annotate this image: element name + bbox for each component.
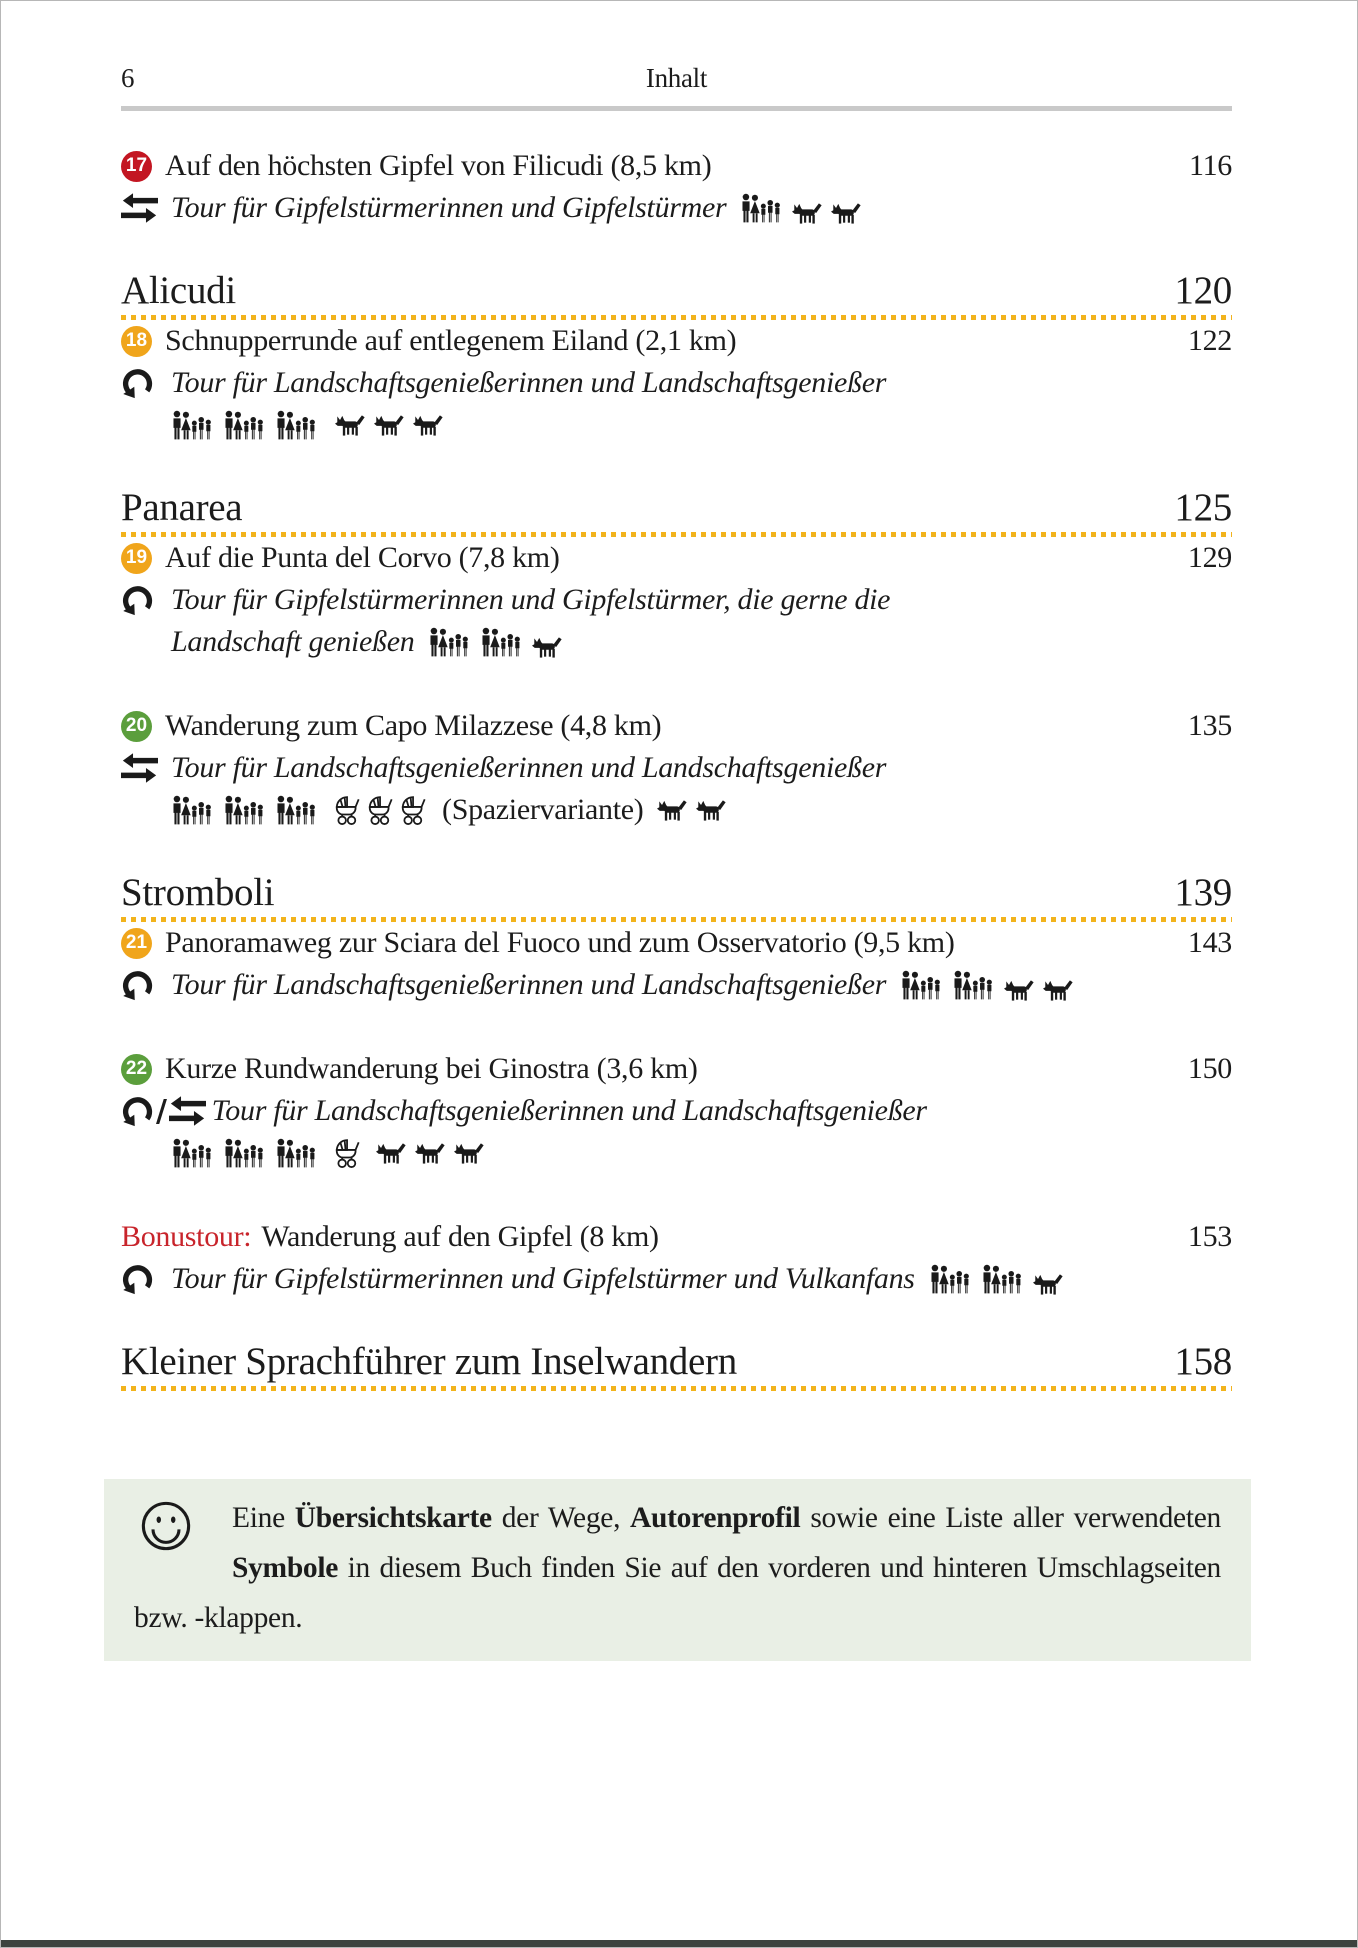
loop-icon — [121, 367, 165, 400]
picto-group — [171, 795, 319, 826]
loop-icon — [121, 584, 165, 617]
tour-page-number: 135 — [1187, 709, 1232, 742]
dog-icon — [374, 414, 405, 436]
section-title: Panarea — [121, 486, 243, 529]
section-page-number: 139 — [1174, 871, 1232, 914]
note-box — [104, 1479, 1251, 1661]
dog-icon — [831, 202, 862, 224]
section-page-number: 158 — [1174, 1340, 1232, 1383]
dog-icon — [376, 1142, 407, 1164]
dog-icon — [335, 414, 366, 436]
section-title: Stromboli — [121, 871, 275, 914]
tour-number-badge: 18 — [121, 326, 152, 357]
tour-number-badge: 22 — [121, 1054, 152, 1085]
dog-icon — [1033, 1273, 1064, 1295]
picto-run — [740, 193, 862, 224]
tour-title-row — [121, 320, 1232, 362]
tour-title: Auf den höchsten Gipfel von Filicudi (8,5 km) — [165, 149, 712, 182]
note-bold-text: Symbole — [232, 1552, 339, 1584]
note-text — [134, 1502, 1221, 1634]
tour-subtitle-row — [121, 1090, 1232, 1132]
tour-page-number: 122 — [1187, 324, 1232, 357]
dog-icon — [1004, 979, 1035, 1001]
picto-run — [900, 970, 1074, 1001]
family-icon — [275, 410, 319, 441]
picto-group — [335, 795, 426, 826]
tour-subtitle-row — [121, 747, 1232, 789]
section-title: Kleiner Sprachführer zum Inselwandern — [121, 1340, 737, 1383]
tour-title: Wanderung zum Capo Milazzese (4,8 km) — [165, 709, 662, 742]
tour-title-row — [121, 145, 1232, 187]
family-icon — [275, 1138, 319, 1169]
folio-page-number: 6 — [121, 63, 135, 93]
bonus-label: Bonustour: — [121, 1220, 252, 1253]
note-regular-text: in diesem Buch finden Sie auf den vorderen und hinteren Umschlagseiten bzw. -klappen. — [134, 1552, 1221, 1634]
tour-subtitle: Tour für Landschaftsgenießerinnen und Landschaftsgenießer — [211, 1094, 927, 1127]
back-and-forth-icon — [121, 193, 165, 223]
dog-icon — [454, 1142, 485, 1164]
tour-subtitle: Tour für Landschaftsgenießerinnen und Landschaftsgenießer — [171, 751, 887, 784]
tour-subtitle: Tour für Gipfelstürmerinnen und Gipfelstürmer — [171, 191, 727, 224]
tour-title-row — [121, 537, 1232, 579]
tour-title-row — [121, 1216, 1232, 1258]
toc-tour-entry — [121, 1048, 1232, 1174]
smiley-icon — [140, 1500, 192, 1568]
tour-title: Wanderung auf den Gipfel (8 km) — [261, 1220, 659, 1253]
tour-title: Auf die Punta del Corvo (7,8 km) — [165, 541, 560, 574]
picto-group — [335, 1138, 360, 1169]
dog-icon — [792, 202, 823, 224]
tour-title-row — [121, 1048, 1232, 1090]
dog-icon — [696, 799, 727, 821]
tour-suitability-icons-row — [171, 1132, 1232, 1174]
section-page-number: 120 — [1174, 269, 1232, 312]
note-regular-text: Eine — [232, 1502, 295, 1534]
page-header — [121, 63, 1232, 111]
toc-tour-entry — [121, 705, 1232, 831]
tour-subtitle-row-2 — [171, 621, 1232, 663]
tour-subtitle: Tour für Gipfelstürmerinnen und Gipfelstürmer und Vulkanfans — [171, 1262, 915, 1295]
family-icon — [428, 627, 472, 658]
page-bottom-edge-bar — [1, 1940, 1357, 1947]
loop-icon — [121, 1263, 165, 1296]
dog-icon — [657, 799, 688, 821]
tour-page-number: 116 — [1189, 149, 1232, 182]
family-icon — [740, 193, 784, 224]
tour-page-number: 143 — [1187, 926, 1232, 959]
tour-subtitle: Tour für Landschaftsgenießerinnen und Landschaftsgenießer — [171, 366, 887, 399]
section-title: Alicudi — [121, 269, 236, 312]
tour-subtitle: Tour für Landschaftsgenießerinnen und Landschaftsgenießer — [171, 968, 887, 1001]
family-icon — [223, 795, 267, 826]
tour-suitability-icons-row — [171, 404, 1232, 446]
slash-separator: / — [156, 1093, 167, 1129]
note-bold-text: Autorenprofil — [630, 1502, 801, 1534]
toc-section-row — [121, 271, 1232, 320]
tour-number-badge: 20 — [121, 711, 152, 742]
tour-subtitle-row — [121, 1258, 1232, 1300]
toc-tour-entry — [121, 320, 1232, 446]
tour-title: Panoramaweg zur Sciara del Fuoco und zum Osservatorio (9,5 km) — [165, 926, 955, 959]
family-icon — [981, 1264, 1025, 1295]
icons-row-label: (Spaziervariante) — [442, 793, 644, 826]
family-icon — [171, 795, 215, 826]
family-icon — [480, 627, 524, 658]
loop-icon — [121, 969, 165, 1002]
picto-run — [428, 627, 563, 658]
tour-number-badge: 17 — [121, 151, 152, 182]
tour-title: Kurze Rundwanderung bei Ginostra (3,6 km) — [165, 1052, 698, 1085]
tour-number-badge: 19 — [121, 543, 152, 574]
tour-subtitle-row — [121, 964, 1232, 1006]
header-title: Inhalt — [645, 63, 708, 93]
picto-group — [171, 410, 319, 441]
toc-bonus-entry — [121, 1216, 1232, 1300]
tour-title-row — [121, 922, 1232, 964]
tour-page-number: 153 — [1187, 1220, 1232, 1253]
picto-run — [929, 1264, 1064, 1295]
stroller-icon — [335, 795, 360, 826]
family-icon — [223, 410, 267, 441]
toc-section-row — [121, 1342, 1232, 1391]
tour-subtitle: Tour für Gipfelstürmerinnen und Gipfelstürmer, die gerne die — [171, 583, 891, 616]
tour-subtitle-row — [121, 187, 1232, 229]
note-bold-text: Übersichtskarte — [294, 1502, 492, 1534]
page-content — [1, 1, 1357, 1661]
toc-list — [121, 145, 1232, 1391]
picto-group — [376, 1142, 485, 1164]
toc-tour-entry — [121, 537, 1232, 663]
tour-title: Schnupperrunde auf entlegenem Eiland (2,1 km) — [165, 324, 737, 357]
note-regular-text: der Wege, — [491, 1502, 631, 1534]
tour-number-badge: 21 — [121, 928, 152, 959]
tour-subtitle-row — [121, 579, 1232, 621]
tour-title-row — [121, 705, 1232, 747]
tour-subtitle-continued: Landschaft genießen — [171, 625, 415, 658]
section-page-number: 125 — [1174, 486, 1232, 529]
stroller-icon — [368, 795, 393, 826]
dog-icon — [415, 1142, 446, 1164]
family-icon — [952, 970, 996, 1001]
picto-group — [657, 799, 727, 821]
tour-page-number: 129 — [1187, 541, 1232, 574]
note-regular-text: sowie eine Liste aller verwendeten — [800, 1502, 1221, 1534]
dog-icon — [413, 414, 444, 436]
family-icon — [223, 1138, 267, 1169]
stroller-icon — [335, 1138, 360, 1169]
tour-page-number: 150 — [1187, 1052, 1232, 1085]
family-icon — [900, 970, 944, 1001]
tour-suitability-icons-row — [171, 789, 1232, 831]
picto-group — [171, 1138, 319, 1169]
toc-tour-entry — [121, 922, 1232, 1006]
stroller-icon — [401, 795, 426, 826]
picto-group — [335, 414, 444, 436]
family-icon — [171, 1138, 215, 1169]
dog-icon — [1043, 979, 1074, 1001]
tour-subtitle-row — [121, 362, 1232, 404]
back-and-forth-icon — [121, 753, 165, 783]
family-icon — [171, 410, 215, 441]
toc-section-row — [121, 488, 1232, 537]
loop-or-back-and-forth-icon — [121, 1094, 206, 1129]
family-icon — [929, 1264, 973, 1295]
toc-tour-entry — [121, 145, 1232, 229]
toc-section-row — [121, 873, 1232, 922]
family-icon — [275, 795, 319, 826]
dog-icon — [532, 636, 563, 658]
